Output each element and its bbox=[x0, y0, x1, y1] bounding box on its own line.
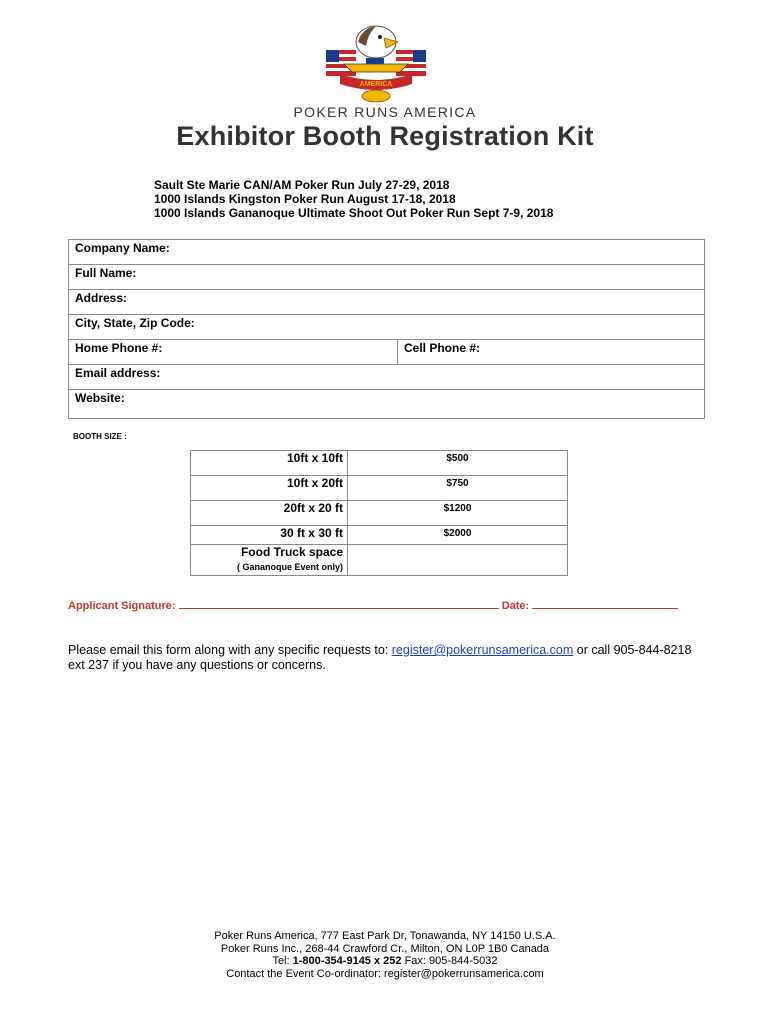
booth-price: $1200 bbox=[348, 501, 568, 526]
company-name-label: Company Name: bbox=[75, 241, 170, 255]
full-name-label: Full Name: bbox=[75, 266, 137, 280]
event-item: 1000 Islands Kingston Poker Run August 17-18, 2018 bbox=[154, 192, 456, 206]
footer-address-canada: Poker Runs Inc., 268-44 Crawford Cr., Milton, ON L0P 1B0 Canada bbox=[220, 942, 550, 955]
event-item: Sault Ste Marie CAN/AM Poker Run July 27-29, 2018 bbox=[154, 178, 450, 192]
event-item: 1000 Islands Gananoque Ultimate Shoot Out Poker Run Sept 7-9, 2018 bbox=[154, 206, 554, 220]
footer-fax: Fax: 905-844-5032 bbox=[401, 955, 498, 967]
footer-tel-number: 1-800-354-9145 x 252 bbox=[292, 955, 402, 967]
event-list bbox=[154, 178, 553, 220]
city-state-zip-label: City, State, Zip Code: bbox=[75, 316, 195, 330]
booth-size: 10ft x 10ft bbox=[191, 451, 348, 476]
submission-note bbox=[68, 643, 708, 673]
food-truck-row[interactable] bbox=[191, 545, 568, 576]
organization-name: POKER RUNS AMERICA bbox=[293, 104, 477, 120]
booth-size-table bbox=[190, 450, 568, 576]
home-phone-label: Home Phone #: bbox=[75, 341, 163, 355]
booth-size: 20ft x 20 ft bbox=[191, 501, 348, 526]
booth-option-row[interactable] bbox=[191, 526, 568, 545]
date-field[interactable] bbox=[532, 597, 678, 609]
contact-info-form bbox=[68, 239, 705, 419]
page-title: Exhibitor Booth Registration Kit bbox=[176, 121, 594, 151]
footer-contact-numbers bbox=[0, 955, 770, 968]
email-label: Email address: bbox=[75, 366, 161, 380]
date-label: Date: bbox=[501, 600, 530, 612]
poker-runs-america-logo bbox=[322, 20, 430, 106]
food-truck-note: ( Gananoque Event only) bbox=[236, 562, 343, 572]
home-phone-field[interactable] bbox=[69, 340, 398, 365]
food-truck-label: Food Truck space bbox=[240, 545, 343, 559]
address-label: Address: bbox=[75, 291, 128, 305]
food-truck-price bbox=[348, 545, 568, 576]
booth-option-row[interactable] bbox=[191, 501, 568, 526]
full-name-field[interactable] bbox=[69, 265, 705, 290]
note-text-before: Please email this form along with any specific requests to: bbox=[68, 643, 392, 657]
booth-size: 30 ft x 30 ft bbox=[191, 526, 348, 545]
website-field[interactable] bbox=[69, 390, 705, 419]
booth-price: $500 bbox=[348, 451, 568, 476]
booth-option-row[interactable] bbox=[191, 451, 568, 476]
applicant-signature-label: Applicant Signature: bbox=[68, 600, 176, 612]
booth-price: $2000 bbox=[348, 526, 568, 545]
footer-coordinator-contact: Contact the Event Co-ordinator: register@pokerrunsamerica.com bbox=[226, 967, 544, 980]
cell-phone-label: Cell Phone #: bbox=[404, 341, 481, 355]
logo-text: AMERICA bbox=[359, 81, 393, 88]
booth-price: $750 bbox=[348, 476, 568, 501]
city-state-zip-field[interactable] bbox=[69, 315, 705, 340]
cell-phone-field[interactable] bbox=[398, 340, 705, 365]
food-truck-cell bbox=[191, 545, 348, 576]
register-email-link[interactable]: register@pokerrunsamerica.com bbox=[391, 643, 574, 657]
company-name-field[interactable] bbox=[69, 240, 705, 265]
email-field[interactable] bbox=[69, 365, 705, 390]
footer-address-usa: Poker Runs America, 777 East Park Dr, Tonawanda, NY 14150 U.S.A. bbox=[214, 930, 556, 942]
footer bbox=[0, 930, 770, 980]
address-field[interactable] bbox=[69, 290, 705, 315]
booth-option-row[interactable] bbox=[191, 476, 568, 501]
footer-tel-label: Tel: bbox=[272, 955, 293, 967]
website-label: Website: bbox=[75, 391, 125, 405]
booth-size: 10ft x 20ft bbox=[191, 476, 348, 501]
booth-size-label: BOOTH SIZE : bbox=[73, 432, 127, 441]
applicant-signature-field[interactable] bbox=[179, 597, 499, 609]
signature-line bbox=[68, 597, 678, 612]
note-text-after: or call 905-844-8218 ext 237 if you have any questions or concerns. bbox=[68, 643, 692, 672]
